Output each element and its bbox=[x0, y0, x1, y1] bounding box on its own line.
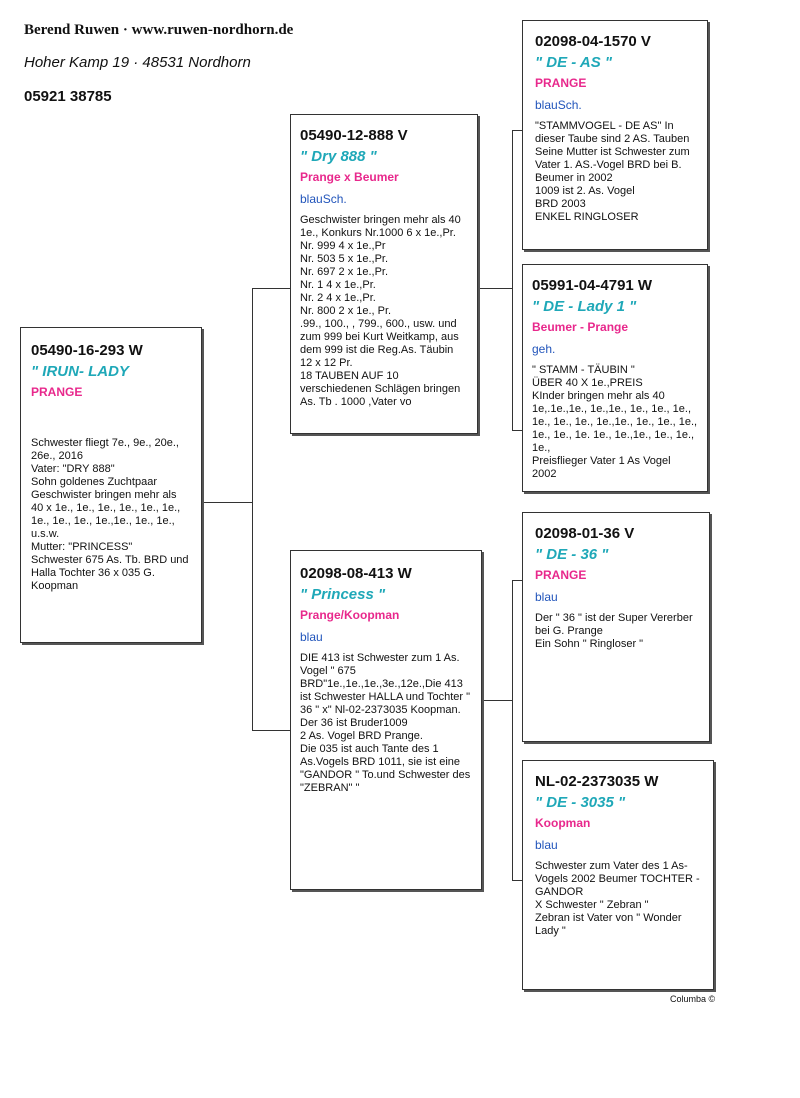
connector-subject-trunk bbox=[200, 502, 252, 503]
breeder-label: PRANGE bbox=[31, 385, 83, 399]
connector-to-dam-dam bbox=[512, 880, 522, 881]
connector-sire-vertical bbox=[512, 130, 513, 430]
color-label: blau bbox=[300, 630, 323, 644]
ring-number: NL-02-2373035 W bbox=[535, 773, 659, 790]
color-label: blau bbox=[535, 838, 558, 852]
breeder-address: Hoher Kamp 19 · 48531 Nordhorn bbox=[24, 54, 251, 71]
ring-number: 05490-16-293 W bbox=[31, 342, 143, 359]
pigeon-notes: Schwester fliegt 7e., 9e., 20e., 26e., 2016 Vater: "DRY 888" Sohn goldenes Zuchtpaar Geschwister bringen mehr als 40 x 1e., 1e., 1e., 1e., 1e., 1e., 1e., 1e., 1e., 1e.,1e., 1e., 1e., u.s.w. Mutter: "PRINCESS" Schwester 675 As. Tb. BRD und Halla Tochter 36 x 035 G. Koopman bbox=[31, 437, 189, 592]
ring-number: 02098-04-1570 V bbox=[535, 33, 651, 50]
ring-number: 02098-08-413 W bbox=[300, 565, 412, 582]
pigeon-notes: "STAMMVOGEL - DE AS" In dieser Taube sind 2 AS. Tauben Seine Mutter ist Schwester zum Vater 1. AS.-Vogel BRD bei B. Beumer in 2002 1009 ist 2. As. Vogel BRD 2003 ENKEL RINGLOSER bbox=[535, 120, 690, 223]
connector-to-sire-sire bbox=[512, 130, 522, 131]
breeder-label: Beumer - Prange bbox=[532, 320, 629, 334]
pigeon-notes: Geschwister bringen mehr als 40 1e., Konkurs Nr.1000 6 x 1e.,Pr. Nr. 999 4 x 1e.,Pr Nr. 503 5 x 1e.,Pr. Nr. 697 2 x 1e.,Pr. Nr. 1 4 x 1e.,Pr. Nr. 2 4 x 1e.,Pr. Nr. 800 2 x 1e., Pr. .99., 100., , 799., 600., usw. und zum 999 bei Kurt Weitkamp, aus dem 999 ist die Reg.As. Täubin 12 x 12 Pr. 18 TAUBEN AUF 10 verschiedenen Schlägen bringen As. Tb . 1000 ,Vater vo bbox=[300, 214, 461, 408]
pigeon-notes: " STAMM - TÄUBIN " ÜBER 40 X 1e.,PREIS KInder bringen mehr als 40 1e,.1e.,1e., 1e.,1e., 1e., 1e., 1e., 1e., 1e., 1e., 1e.,1e., 1e., 1e., 1e., 1e., 1e., 1e. 1e., 1e.,1e., 1e., 1e., 1e., Preisflieger Vater 1 As Vogel 2002 bbox=[532, 364, 698, 480]
pigeon-name: " IRUN- LADY bbox=[31, 363, 129, 380]
pigeon-name: " Dry 888 " bbox=[300, 148, 377, 165]
pigeon-card-sire-sire bbox=[522, 20, 708, 250]
color-label: blauSch. bbox=[300, 192, 347, 206]
breeder-name: Berend Ruwen · www.ruwen-nordhorn.de bbox=[24, 22, 294, 38]
connector-sire-trunk bbox=[478, 288, 512, 289]
breeder-label: Koopman bbox=[535, 816, 591, 830]
breeder-label: PRANGE bbox=[535, 76, 587, 90]
color-label: blauSch. bbox=[535, 98, 582, 112]
breeder-label: PRANGE bbox=[535, 568, 587, 582]
connector-to-sire-dam bbox=[512, 430, 522, 431]
pigeon-card-dam-dam bbox=[522, 760, 714, 990]
pigeon-name: " Princess " bbox=[300, 586, 386, 603]
connector-dam-vertical bbox=[512, 580, 513, 880]
pigeon-name: " DE - 36 " bbox=[535, 546, 609, 563]
pigeon-card-dam-sire bbox=[522, 512, 710, 742]
pigeon-notes: Der " 36 " ist der Super Vererber bei G. Prange Ein Sohn " Ringloser " bbox=[535, 612, 693, 650]
ring-number: 05991-04-4791 W bbox=[532, 277, 653, 294]
pigeon-notes: DIE 413 ist Schwester zum 1 As. Vogel " 675 BRD"1e.,1e.,1e.,3e.,12e.,Die 413 ist Schwester HALLA und Tochter " 36 " x" Nl-02-2373035 Koopman. Der 36 ist Bruder1009 2 As. Vogel BRD Prange. Die 035 ist auch Tante des 1 As.Vogels BRD 1011, sie ist eine "GANDOR " To.und Schwester des "ZEBRAN" " bbox=[300, 652, 471, 794]
copyright-footer: Columba © bbox=[670, 994, 716, 1004]
connector-gen1-vertical bbox=[252, 288, 253, 730]
pigeon-card-sire-dam bbox=[522, 264, 708, 492]
pigeon-notes: Schwester zum Vater des 1 As-Vogels 2002 Beumer TOCHTER - GANDOR X Schwester " Zebran " Zebran ist Vater von " Wonder Lady " bbox=[535, 860, 700, 937]
color-label: geh. bbox=[532, 342, 556, 356]
pigeon-name: " DE - Lady 1 " bbox=[532, 298, 637, 315]
breeder-label: Prange/Koopman bbox=[300, 608, 400, 622]
pigeon-card-subject bbox=[20, 327, 202, 643]
pigeon-name: " DE - 3035 " bbox=[535, 794, 626, 811]
connector-to-dam-sire bbox=[512, 580, 522, 581]
ring-number: 02098-01-36 V bbox=[535, 525, 635, 542]
connector-to-dam bbox=[252, 730, 290, 731]
pigeon-card-dam bbox=[290, 550, 482, 890]
breeder-phone: 05921 38785 bbox=[24, 88, 112, 105]
connector-dam-trunk bbox=[482, 700, 512, 701]
ring-number: 05490-12-888 V bbox=[300, 127, 408, 144]
pigeon-name: " DE - AS " bbox=[535, 54, 613, 71]
color-label: blau bbox=[535, 590, 558, 604]
connector-to-sire bbox=[252, 288, 290, 289]
breeder-label: Prange x Beumer bbox=[300, 170, 399, 184]
pigeon-card-sire bbox=[290, 114, 478, 434]
